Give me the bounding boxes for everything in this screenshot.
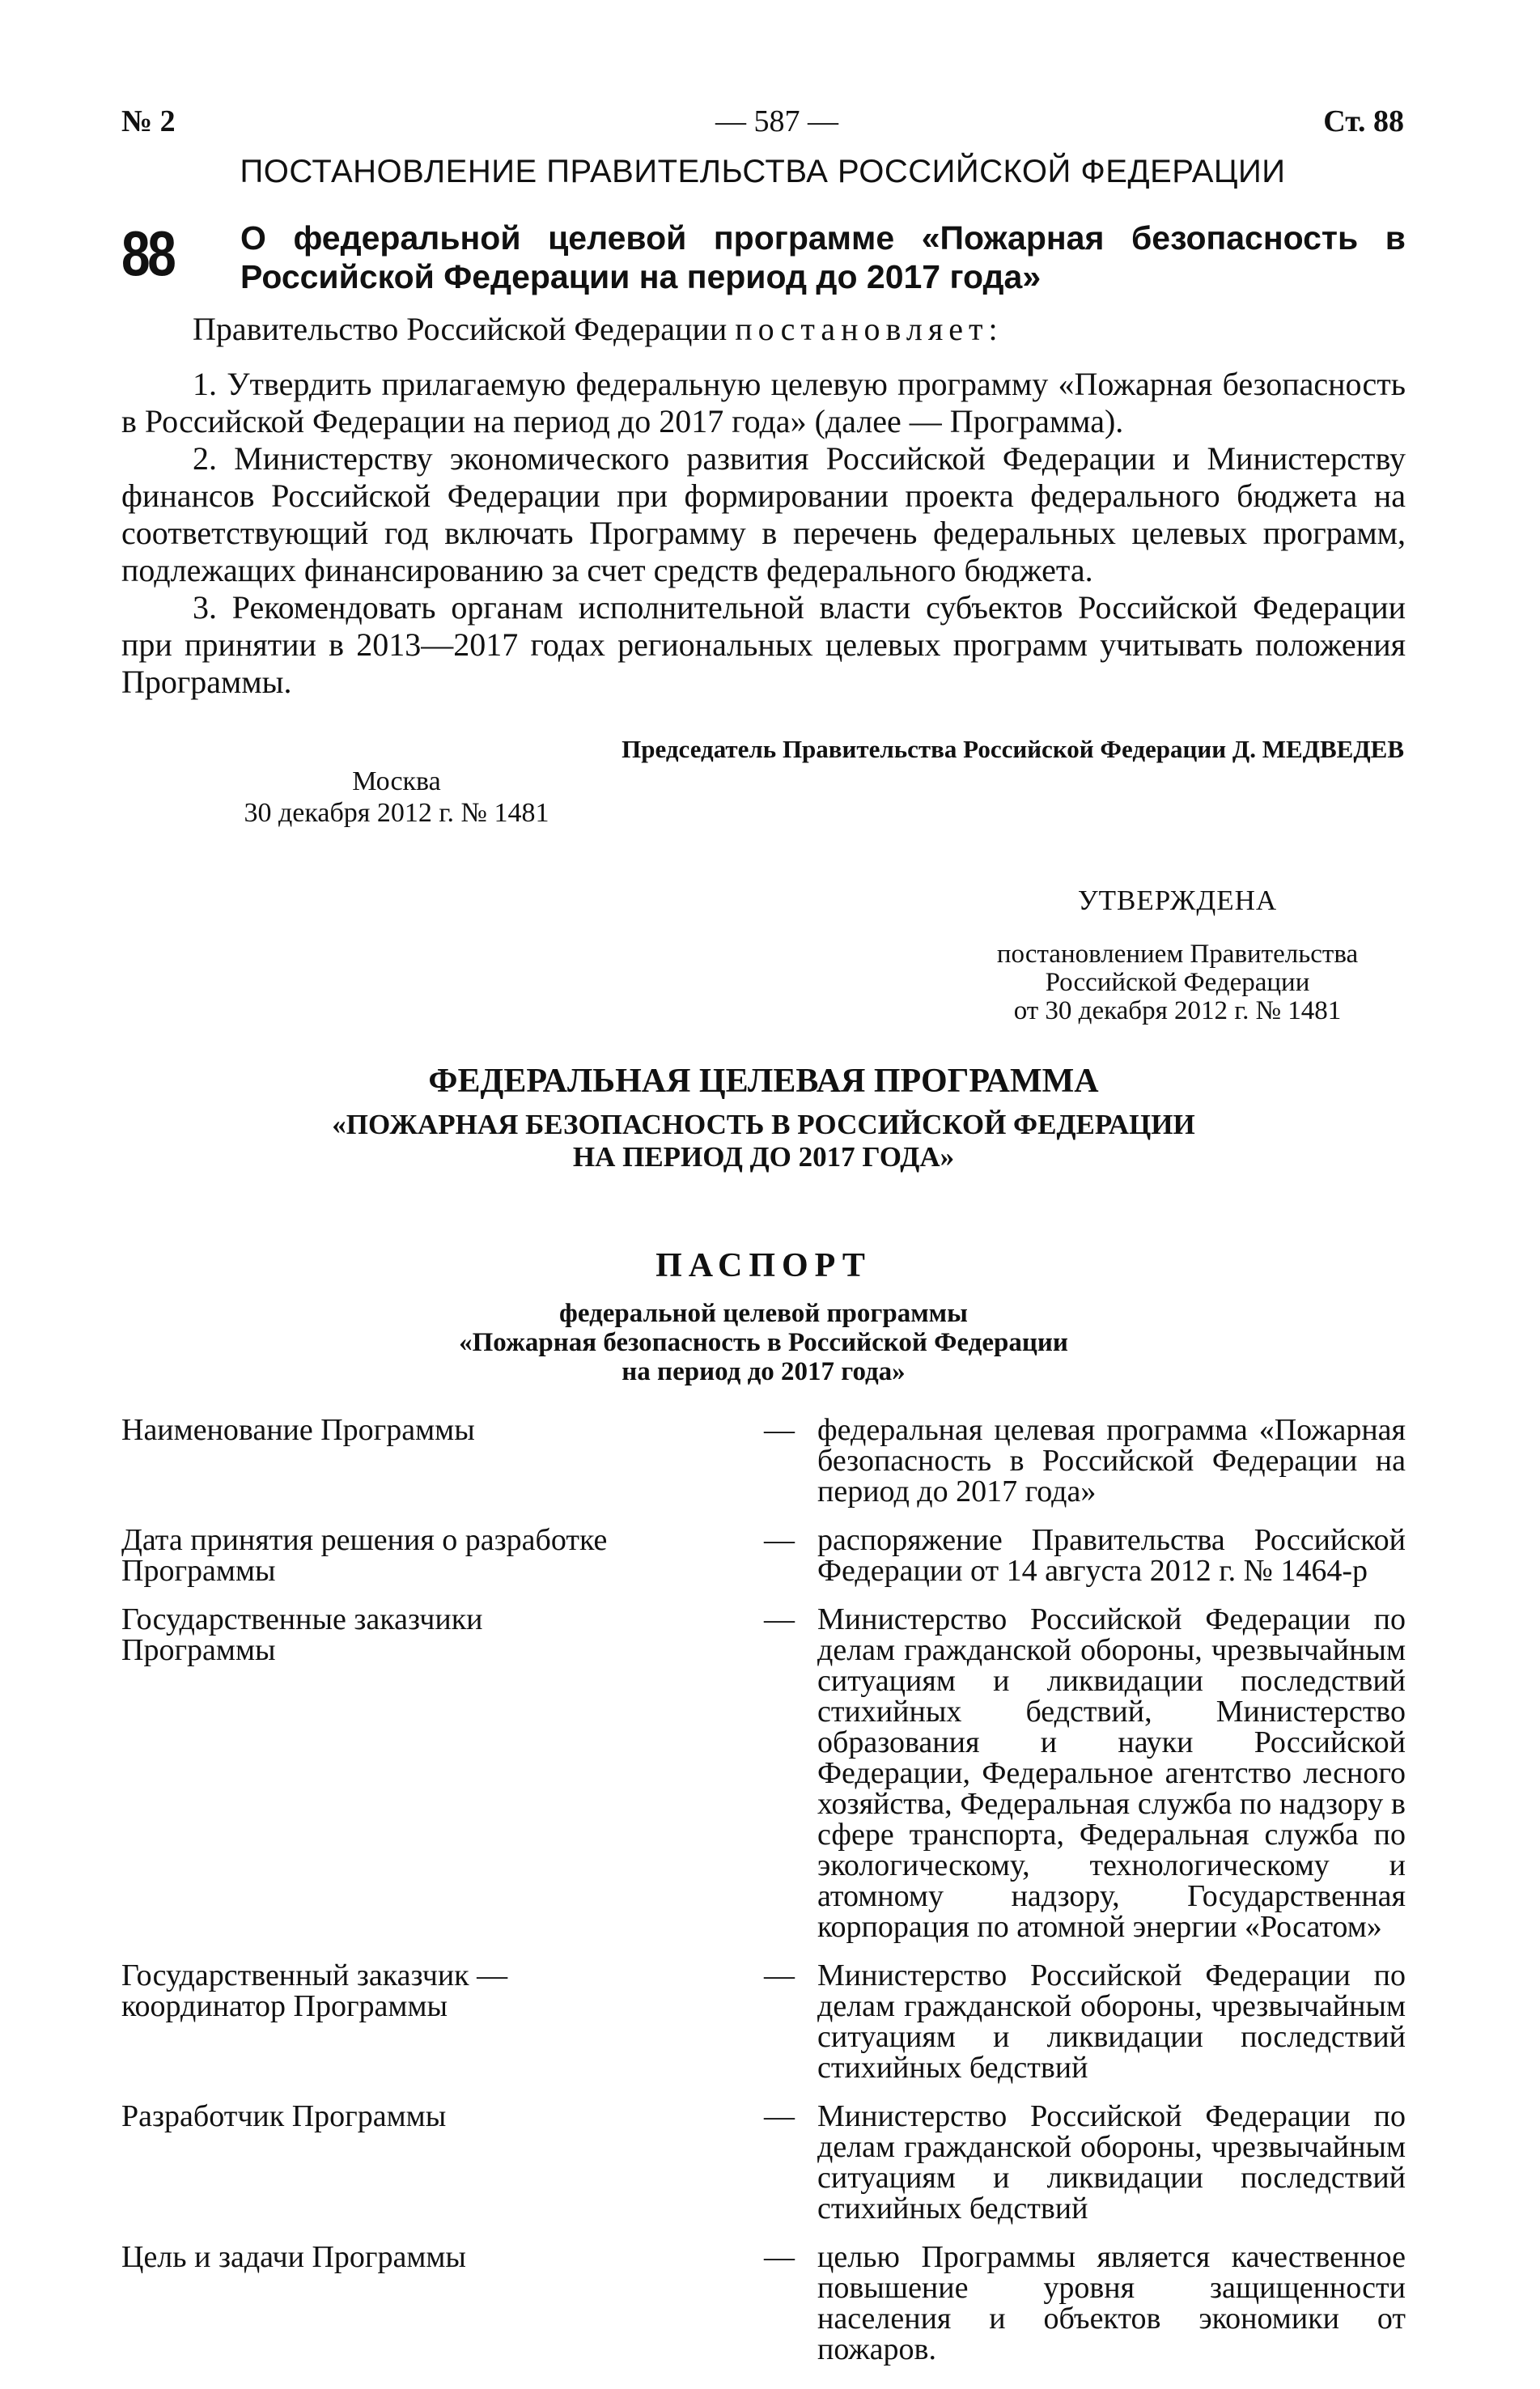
passport-row-dash: — — [764, 1523, 795, 1557]
approval-line-1: постановлением Правительства — [996, 940, 1359, 969]
signer: Председатель Правительства Российской Федерации Д. МЕДВЕДЕВ — [622, 735, 1404, 763]
signing-place-date — [235, 766, 558, 829]
page-number: — 587 — — [715, 104, 838, 138]
passport-row-dash: — — [764, 2099, 795, 2133]
passport-row-coordinator — [121, 1960, 1406, 2083]
passport-row-dash: — — [764, 1958, 795, 1992]
passport-row-label: Цель и задачи Программы — [121, 2240, 466, 2274]
approval-stamp — [955, 886, 1400, 1025]
decree-title: ПОСТАНОВЛЕНИЕ ПРАВИТЕЛЬСТВА РОССИЙСКОЙ ФЕДЕРАЦИИ — [240, 154, 1286, 189]
passport-row-label: Дата принятия решения о разработке Программы — [121, 1523, 608, 1588]
passport-row-label: Наименование Программы — [121, 1413, 475, 1447]
decree-number: 88 — [121, 218, 174, 289]
passport-row-label: Государственный заказчик — координатор Программы — [121, 1958, 508, 2023]
passport-table — [121, 1415, 1406, 2383]
passport-row-dash: — — [764, 2240, 795, 2274]
program-subtitle-line-2: НА ПЕРИОД ДО 2017 ГОДА» — [572, 1141, 955, 1173]
decree-subject: О федеральной целевой программе «Пожарная безопасность в Российской Федерации на период до 2017 года» — [240, 219, 1406, 295]
passport-row-label: Государственные заказчики Программы — [121, 1602, 483, 1667]
passport-row-value: Министерство Российской Федерации по делам гражданской обороны, чрезвычайным ситуациям и ликвидации последствий стихийных бедствий, Министерство образования и науки Российской Федерации, Федеральное агентство лесного хозяйства, Федеральная служба по надзору в сфере транспорта, Федеральная служба по экологическому, технологическому и атомному надзору, Государственная корпорация по атомной энергии «Росатом» — [817, 1602, 1406, 1944]
passport-subtitle — [121, 1299, 1406, 1386]
preamble-start: Правительство Российской Федерации — [193, 311, 728, 347]
article-number: Ст. 88 — [1323, 104, 1404, 138]
passport-title: ПАСПОРТ — [655, 1247, 872, 1284]
passport-row-value: федеральная целевая программа «Пожарная безопасность в Российской Федерации на период до 2017 года» — [817, 1413, 1406, 1509]
passport-row-goals — [121, 2242, 1406, 2365]
passport-subtitle-line-1: федеральной целевой программы — [559, 1299, 968, 1328]
passport-row-customers — [121, 1604, 1406, 1942]
preamble — [121, 311, 1406, 348]
signing-city: Москва — [352, 766, 441, 796]
approval-line-2: Российской Федерации — [1045, 968, 1310, 997]
passport-subtitle-line-3: на период до 2017 года» — [622, 1357, 906, 1386]
program-subtitle-line-1: «ПОЖАРНАЯ БЕЗОПАСНОСТЬ В РОССИЙСКОЙ ФЕДЕРАЦИИ — [332, 1109, 1195, 1140]
passport-row-label: Разработчик Программы — [121, 2099, 447, 2133]
decree-item-3: 3. Рекомендовать органам исполнительной власти субъектов Российской Федерации при принятии в 2013—2017 годах региональных целевых программ учитывать положения Программы. — [121, 589, 1406, 700]
program-title: ФЕДЕРАЛЬНАЯ ЦЕЛЕВАЯ ПРОГРАММА — [428, 1063, 1099, 1100]
program-subtitle — [121, 1109, 1406, 1173]
passport-row-value: Министерство Российской Федерации по делам гражданской обороны, чрезвычайным ситуациям и ликвидации последствий стихийных бедствий — [817, 1958, 1406, 2085]
passport-row-dash: — — [764, 1413, 795, 1447]
issue-number: № 2 — [121, 104, 176, 138]
passport-row-developer — [121, 2101, 1406, 2224]
passport-row-value: Министерство Российской Федерации по делам гражданской обороны, чрезвычайным ситуациям и ликвидации последствий стихийных бедствий — [817, 2099, 1406, 2226]
decree-body — [121, 311, 1406, 701]
passport-row-decision-date — [121, 1525, 1406, 1586]
passport-row-value: распоряжение Правительства Российской Федерации от 14 августа 2012 г. № 1464-р — [817, 1523, 1406, 1588]
passport-row-dash: — — [764, 1602, 795, 1636]
decree-item-2: 2. Министерству экономического развития Российской Федерации и Министерству финансов Российской Федерации при формировании проекта федерального бюджета на соответствующий год включать Программу в перечень федеральных целевых программ, подлежащих финансированию за счет средств федерального бюджета. — [121, 440, 1406, 588]
signing-date-number: 30 декабря 2012 г. № 1481 — [244, 798, 549, 828]
decree-item-1: 1. Утвердить прилагаемую федеральную целевую программу «Пожарная безопасность в Российской Федерации на период до 2017 года» (далее — Программа). — [121, 366, 1406, 439]
approval-head: УТВЕРЖДЕНА — [1077, 885, 1278, 916]
approval-line-3: от 30 декабря 2012 г. № 1481 — [1013, 996, 1342, 1025]
preamble-verb: постановляет: — [735, 311, 1003, 347]
passport-row-name — [121, 1415, 1406, 1507]
passport-row-value: целью Программы является качественное повышение уровня защищенности населения и объектов экономики от пожаров. — [817, 2240, 1406, 2366]
passport-subtitle-line-2: «Пожарная безопасность в Российской Федерации — [459, 1328, 1068, 1357]
